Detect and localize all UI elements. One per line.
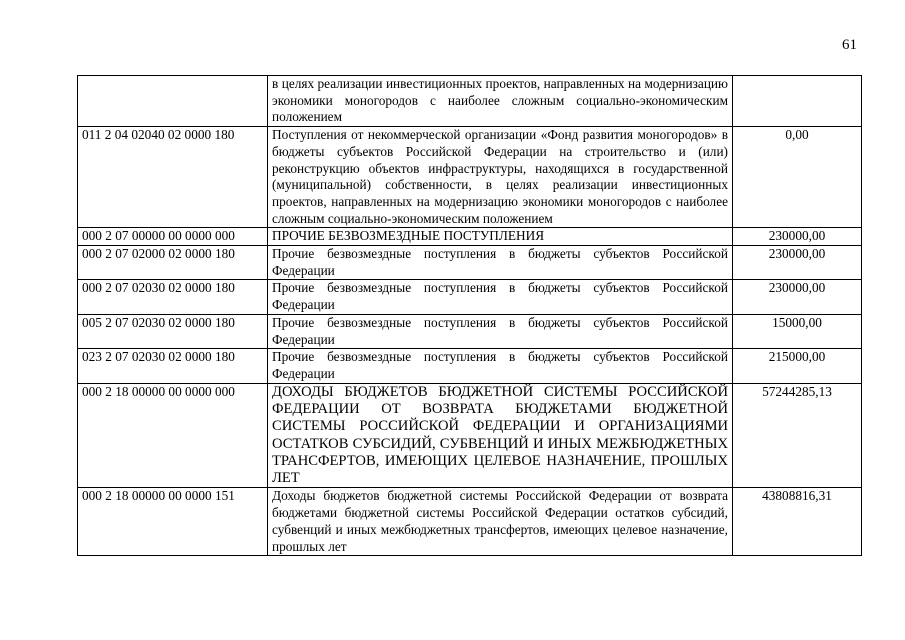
table-row (78, 76, 862, 127)
classification-code-cell: 000 2 07 02030 02 0000 180 (78, 280, 268, 314)
amount-cell: 230000,00 (733, 228, 862, 246)
revenue-name-cell: в целях реализации инвестиционных проектов, направленных на модернизацию экономики моногородов с наиболее сложным социально-экономическим положением (268, 76, 733, 127)
revenue-name-cell: Прочие безвозмездные поступления в бюджеты субъектов Российской Федерации (268, 246, 733, 280)
table-row (78, 280, 862, 314)
revenue-name-cell: ДОХОДЫ БЮДЖЕТОВ БЮДЖЕТНОЙ СИСТЕМЫ РОССИЙСКОЙ ФЕДЕРАЦИИ ОТ ВОЗВРАТА БЮДЖЕТАМИ БЮДЖЕТНОЙ СИСТЕМЫ РОССИЙСКОЙ ФЕДЕРАЦИИ И ОРГАНИЗАЦИЯМИ ОСТАТКОВ СУБСИДИЙ, СУБВЕНЦИЙ И ИНЫХ МЕЖБЮДЖЕТНЫХ ТРАНСФЕРТОВ, ИМЕЮЩИХ ЦЕЛЕВОЕ НАЗНАЧЕНИЕ, ПРОШЛЫХ ЛЕТ (268, 383, 733, 488)
revenue-name-cell: Поступления от некоммерческой организации «Фонд развития моногородов» в бюджеты субъектов Российской Федерации на строительство и (или) реконструкцию объектов инфраструктуры, находящихся в государственной (муниципальной) собственности, в целях реализации инвестиционных проектов, направленных на модернизацию экономики моногородов с наиболее сложным социально-экономическим положением (268, 127, 733, 228)
classification-code-cell: 000 2 18 00000 00 0000 000 (78, 383, 268, 488)
budget-table-body (78, 76, 862, 556)
amount-cell: 57244285,13 (733, 383, 862, 488)
revenue-name-cell: Прочие безвозмездные поступления в бюджеты субъектов Российской Федерации (268, 349, 733, 383)
table-row (78, 127, 862, 228)
table-row (78, 349, 862, 383)
classification-code-cell (78, 76, 268, 127)
table-row (78, 314, 862, 348)
classification-code-cell: 000 2 07 02000 02 0000 180 (78, 246, 268, 280)
revenue-name-cell: Прочие безвозмездные поступления в бюджеты субъектов Российской Федерации (268, 280, 733, 314)
table-row (78, 228, 862, 246)
table-row (78, 488, 862, 556)
classification-code-cell: 000 2 18 00000 00 0000 151 (78, 488, 268, 556)
amount-cell: 43808816,31 (733, 488, 862, 556)
amount-cell: 215000,00 (733, 349, 862, 383)
amount-cell: 0,00 (733, 127, 862, 228)
amount-cell (733, 76, 862, 127)
table-row (78, 246, 862, 280)
classification-code-cell: 000 2 07 00000 00 0000 000 (78, 228, 268, 246)
revenue-name-cell: Доходы бюджетов бюджетной системы Российской Федерации от возврата бюджетами бюджетной системы Российской Федерации остатков субсидий, субвенций и иных межбюджетных трансфертов, имеющих целевое назначение, прошлых лет (268, 488, 733, 556)
classification-code-cell: 005 2 07 02030 02 0000 180 (78, 314, 268, 348)
revenue-name-cell: ПРОЧИЕ БЕЗВОЗМЕЗДНЫЕ ПОСТУПЛЕНИЯ (268, 228, 733, 246)
amount-cell: 15000,00 (733, 314, 862, 348)
amount-cell: 230000,00 (733, 246, 862, 280)
budget-revenue-table (77, 75, 862, 556)
amount-cell: 230000,00 (733, 280, 862, 314)
table-row (78, 383, 862, 488)
revenue-name-cell: Прочие безвозмездные поступления в бюджеты субъектов Российской Федерации (268, 314, 733, 348)
page-number: 61 (842, 37, 857, 53)
classification-code-cell: 023 2 07 02030 02 0000 180 (78, 349, 268, 383)
classification-code-cell: 011 2 04 02040 02 0000 180 (78, 127, 268, 228)
